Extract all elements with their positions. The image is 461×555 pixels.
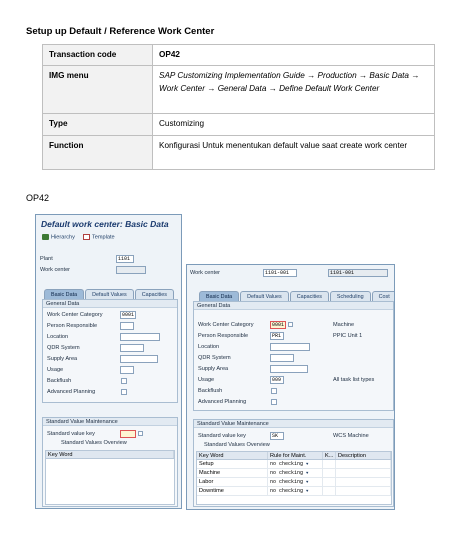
usage-field[interactable] <box>120 366 134 374</box>
tab-basic-data[interactable]: Basic Data <box>199 291 239 302</box>
field-label: Supply Area <box>198 366 229 372</box>
rule-value: no checking <box>270 488 304 494</box>
workcenter-label: Work center <box>190 270 221 276</box>
document-title: Setup up Default / Reference Work Center <box>26 26 215 37</box>
category-field[interactable]: 0001 <box>272 322 285 328</box>
general-data-panel <box>193 301 394 411</box>
right-sap-window <box>186 264 395 510</box>
hierarchy-icon <box>42 234 49 240</box>
category-field[interactable]: 0001 <box>122 312 135 318</box>
row-key: Function <box>43 135 153 169</box>
backflush-checkbox[interactable] <box>121 378 127 384</box>
std-key-field[interactable]: SK <box>270 432 284 440</box>
usage-field[interactable]: 009 <box>270 376 284 384</box>
field-label: Work Center Category <box>198 322 254 328</box>
svm-panel <box>42 417 178 507</box>
col-rule: Rule for Maint. <box>268 452 323 459</box>
tab-capacities[interactable]: Capacities <box>135 289 174 300</box>
field-label: Work Center Category <box>47 312 103 318</box>
supply-area-field[interactable] <box>270 365 308 373</box>
table-row[interactable] <box>197 487 391 496</box>
toolbar <box>36 232 181 242</box>
panel-title: Standard Value Maintenance <box>194 420 393 428</box>
table-row <box>43 66 435 114</box>
row-key: Transaction code <box>43 45 153 66</box>
panel-title: Standard Value Maintenance <box>43 418 177 426</box>
plant-field[interactable]: 1101 <box>116 255 134 263</box>
field-label: Location <box>47 334 69 340</box>
chevron-down-icon[interactable]: ▼ <box>306 481 309 485</box>
tab-scheduling[interactable]: Scheduling <box>330 291 371 302</box>
field-label: Backflush <box>198 388 223 394</box>
panel-title: General Data <box>43 300 177 308</box>
row-k <box>323 469 336 477</box>
window-title: Default work center: Basic Data <box>41 219 169 229</box>
col-k: K... <box>323 452 336 459</box>
field-label: QDR System <box>47 345 80 351</box>
row-value: Konfigurasi Untuk menentukan default value saat create work center <box>153 135 435 169</box>
rule-value: no checking <box>270 461 304 467</box>
advanced-planning-checkbox[interactable] <box>271 399 277 405</box>
field-label: Backflush <box>47 378 72 384</box>
field-label: Usage <box>47 367 64 373</box>
tab-capacities[interactable]: Capacities <box>290 291 329 302</box>
usage-desc: All task list types <box>333 377 375 383</box>
value-help-icon[interactable] <box>138 431 143 436</box>
row-keyword: Machine <box>197 469 268 477</box>
table-row <box>43 135 435 169</box>
template-icon <box>83 234 90 240</box>
qdr-field[interactable] <box>120 344 144 352</box>
workcenter-field[interactable]: 1101-001 <box>263 269 297 277</box>
rule-value: no checking <box>270 470 304 476</box>
col-keyword: Key Word <box>197 452 268 459</box>
row-k <box>323 460 336 468</box>
workcenter-desc: 1101-001 <box>328 269 388 277</box>
row-key: Type <box>43 114 153 135</box>
chevron-down-icon[interactable]: ▼ <box>306 463 309 467</box>
row-description <box>336 478 391 486</box>
location-field[interactable] <box>120 333 160 341</box>
template-label: Template <box>91 234 115 241</box>
field-label: QDR System <box>198 355 231 361</box>
svo-label: Standard Values Overview <box>204 442 270 448</box>
row-value: OP42 <box>153 45 435 66</box>
plant-label: Plant <box>40 256 53 262</box>
tab-default-values[interactable]: Default Values <box>85 289 134 300</box>
std-key-label: Standard value key <box>198 433 246 439</box>
field-label: Person Responsible <box>47 323 98 329</box>
value-help-icon[interactable] <box>288 322 293 327</box>
svo-label: Standard Values Overview <box>61 440 127 446</box>
category-desc: Machine <box>333 322 355 328</box>
chevron-down-icon[interactable]: ▼ <box>306 490 309 494</box>
row-key: IMG menu <box>43 66 153 114</box>
chevron-down-icon[interactable]: ▼ <box>306 472 309 476</box>
rule-value: no checking <box>270 479 304 485</box>
tab-cost[interactable]: Cost <box>372 291 395 302</box>
row-description <box>336 487 391 495</box>
op-label: OP42 <box>26 193 50 203</box>
std-key-label: Standard value key <box>47 431 95 437</box>
row-value: SAP Customizing Implementation Guide → Production → Basic Data → Work Center → General Data → Define Default Work Center <box>153 66 435 114</box>
field-label: Person Responsible <box>198 333 249 339</box>
row-keyword: Labor <box>197 478 268 486</box>
general-data-panel <box>42 299 178 403</box>
tab-basic-data[interactable]: Basic Data <box>44 289 84 300</box>
template-button[interactable] <box>83 234 115 240</box>
tab-default-values[interactable]: Default Values <box>240 291 289 302</box>
row-description <box>336 460 391 468</box>
table-row[interactable] <box>197 469 391 478</box>
row-description <box>336 469 391 477</box>
rule-select[interactable] <box>268 469 323 477</box>
hierarchy-button[interactable] <box>42 234 75 240</box>
row-keyword: Downtime <box>197 487 268 495</box>
field-label: Usage <box>198 377 215 383</box>
workcenter-field[interactable] <box>116 266 146 274</box>
std-values-grid <box>196 451 392 505</box>
left-sap-window <box>35 214 182 509</box>
col-keyword: Key Word <box>46 451 174 458</box>
col-description: Description <box>336 452 391 459</box>
row-k <box>323 478 336 486</box>
hierarchy-label: Hierarchy <box>51 234 75 241</box>
person-field[interactable]: PR1 <box>270 332 284 340</box>
std-key-desc: WCS Machine <box>333 433 369 439</box>
row-k <box>323 487 336 495</box>
backflush-checkbox[interactable] <box>271 388 277 394</box>
rule-select[interactable] <box>268 487 323 495</box>
location-field[interactable] <box>270 343 310 351</box>
row-value: Customizing <box>153 114 435 135</box>
row-keyword: Setup <box>197 460 268 468</box>
field-label: Supply Area <box>47 356 78 362</box>
rule-select[interactable] <box>268 460 323 468</box>
rule-select[interactable] <box>268 478 323 486</box>
supply-area-field[interactable] <box>120 355 158 363</box>
person-desc: PPIC Unit 1 <box>333 333 363 339</box>
std-key-field[interactable] <box>120 430 136 438</box>
table-row[interactable] <box>197 478 391 487</box>
workcenter-label: Work center <box>40 267 71 273</box>
table-row <box>43 114 435 135</box>
field-label: Advanced Planning <box>198 399 247 405</box>
panel-title: General Data <box>194 302 393 310</box>
table-row <box>43 45 435 66</box>
person-field[interactable] <box>120 322 134 330</box>
svm-panel <box>193 419 394 507</box>
info-table <box>42 44 435 170</box>
kw-grid <box>45 450 175 505</box>
field-label: Location <box>198 344 220 350</box>
advanced-planning-checkbox[interactable] <box>121 389 127 395</box>
table-row[interactable] <box>197 460 391 469</box>
field-label: Advanced Planning <box>47 389 96 395</box>
qdr-field[interactable] <box>270 354 294 362</box>
